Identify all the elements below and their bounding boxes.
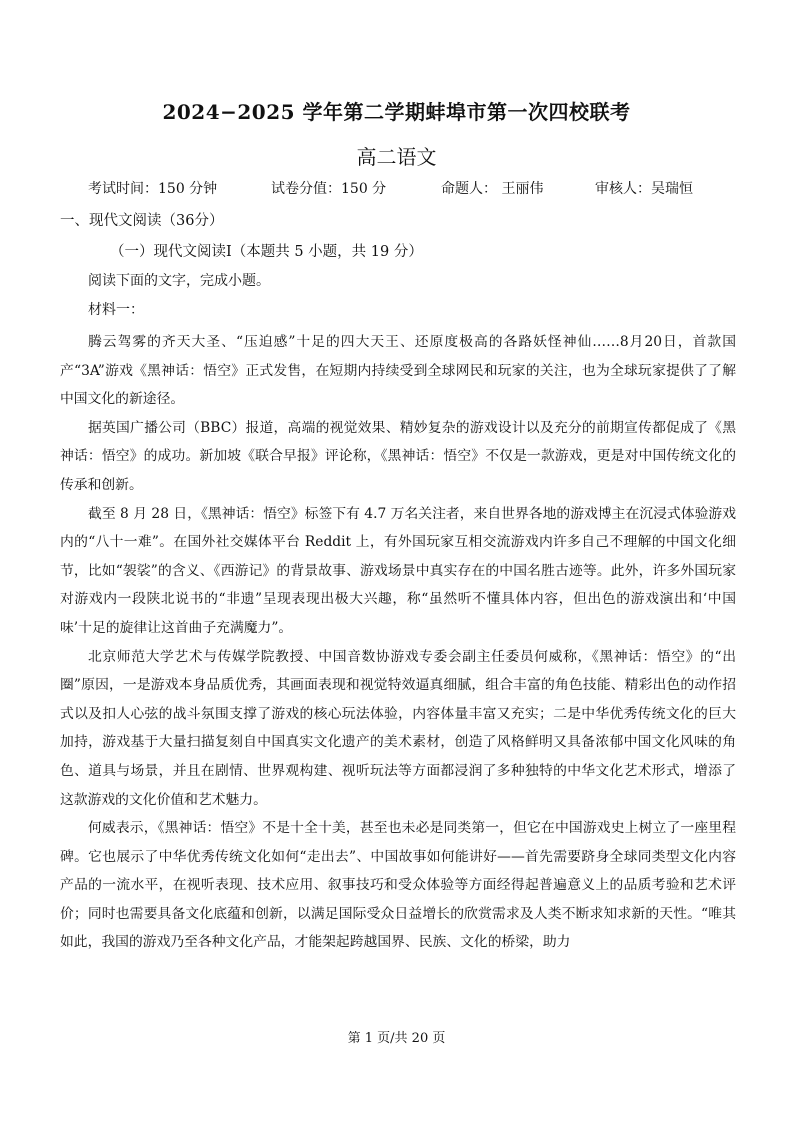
- reading-instruction: 阅读下面的文字，完成小题。: [88, 273, 270, 289]
- passage-paragraph: 何威表示，《黑神话：悟空》不是十全十美，甚至也未必是同类第一，但它在中国游戏史上树立了一座里程碑。它也展示了中华优秀传统文化如何“走出去”、中国故事如何能讲好——首先需要跻身全球同类型文化内容产品的一流水平，在视听表现、技术应用、叙事技巧和受众体验等方面经得起普遍意义上的品质考验和艺术评价；同时也需要具备文化底蕴和创新，以满足国际受众日益增长的欣赏需求及人类不断求知求新的天性。“唯其如此，我国的游戏乃至各种文化产品，才能架起跨越国界、民族、文化的桥梁，助力: [60, 820, 736, 951]
- exam-reviewer: 审核人：吴瑞恒: [595, 181, 693, 197]
- passage-paragraph: 腾云驾雾的齐天大圣、“压迫感”十足的四大天王、还原度极高的各路妖怪神仙……8月20日，首款国产“3A”游戏《黑神话：悟空》正式发售，在短期内持续受到全球网民和玩家的关注，也为全球玩家提供了了解中国文化的新途径。: [60, 334, 736, 408]
- exam-subject: 高二语文: [356, 145, 437, 169]
- material-label: 材料一：: [88, 302, 144, 318]
- passage-paragraph: 截至 8 月 28 日，《黑神话：悟空》标签下有 4.7 万名关注者，来自世界各地的游戏博主在沉浸式体验游戏内的“八十一难”。在国外社交媒体平台 Reddit 上，有外国玩家互相交流游戏内许多自己不理解的中国文化细节，比如“袈裟”的含义、《西游记》的背景故事、游戏场景中真实存在的中国名胜古迹等。此外，许多外国玩家对游戏内一段陕北说书的“非遗”呈现表现出极大兴趣，称“虽然听不懂具体内容，但出色的游戏演出和‘中国味’十足的旋律让这首曲子充满魔力”。: [60, 505, 736, 636]
- passage-paragraph: 据英国广播公司（BBC）报道，高端的视觉效果、精妙复杂的游戏设计以及充分的前期宣传都促成了《黑神话：悟空》的成功。新加坡《联合早报》评论称，《黑神话：悟空》不仅是一款游戏，更是对中国传统文化的传承和创新。: [60, 419, 736, 493]
- exam-score: 试卷分值：150 分: [271, 181, 387, 197]
- passage-body: [60, 328, 736, 957]
- exam-author: 命题人： 王丽伟: [441, 181, 544, 197]
- section-heading: 一、现代文阅读（36分）: [60, 213, 224, 229]
- exam-title: 2024−2025 学年第二学期蚌埠市第一次四校联考: [162, 100, 631, 124]
- exam-info-row: [88, 178, 728, 198]
- exam-time: 考试时间：150 分钟: [88, 181, 218, 197]
- passage-paragraph: 北京师范大学艺术与传媒学院教授、中国音数协游戏专委会副主任委员何威称，《黑神话：悟空》的“出圈”原因，一是游戏本身品质优秀，其画面表现和视觉特效逼真细腻，组合丰富的角色技能、精彩出色的动作招式以及扣人心弦的战斗氛围支撑了游戏的核心玩法体验，内容体量丰富又充实；二是中华优秀传统文化的巨大加持，游戏基于大量扫描复刻自中国真实文化遗产的美术素材，创造了风格鲜明又具备浓郁中国文化风味的角色、道具与场景，并且在剧情、世界观构建、视听玩法等方面都浸润了多种独特的中华文化艺术形式，增添了这款游戏的文化价值和艺术魅力。: [60, 648, 736, 808]
- page-number: 第 1 页/共 20 页: [347, 1031, 446, 1046]
- subsection-heading: （一）现代文阅读Ⅰ（本题共 5 小题，共 19 分）: [110, 244, 423, 260]
